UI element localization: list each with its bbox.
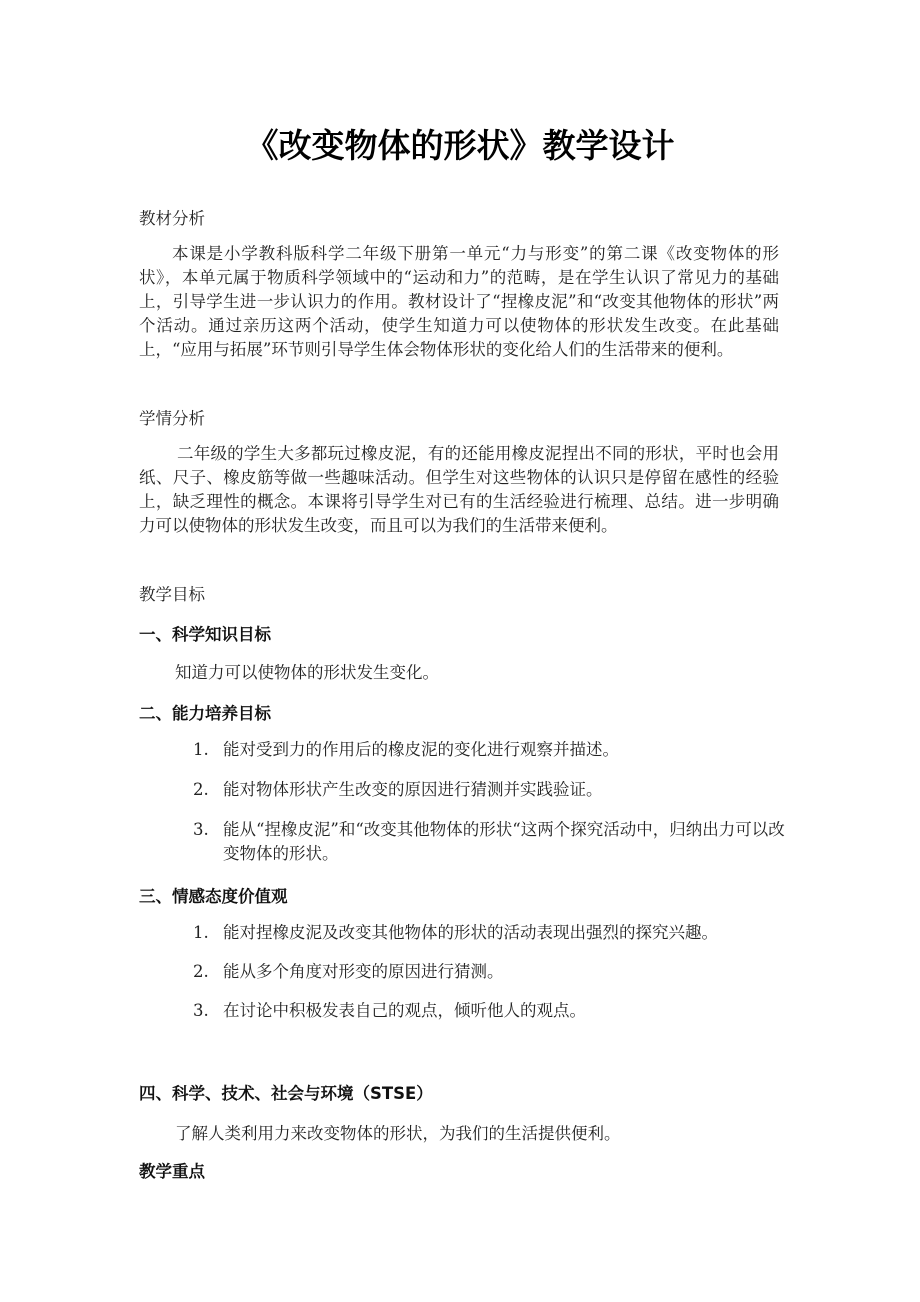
item-text: 能对物体形状产生改变的原因进行猜测并实践验证。 [223, 780, 603, 799]
item-number: 3. [193, 820, 209, 839]
section-heading-teaching-goals: 教学目标 [139, 585, 205, 604]
item-text: 能对捏橡皮泥及改变其他物体的形状的活动表现出强烈的探究兴趣。 [223, 923, 718, 942]
item-number: 1. [193, 740, 209, 759]
item-number: 2. [193, 780, 209, 799]
item-number: 2. [193, 962, 209, 981]
goal-knowledge-text: 知道力可以使物体的形状发生变化。 [175, 663, 439, 682]
ability-goal-item [193, 818, 793, 866]
goal-heading-attitude: 三、情感态度价值观 [139, 887, 288, 906]
student-analysis-paragraph: 二年级的学生大多都玩过橡皮泥，有的还能用橡皮泥捏出不同的形状，平时也会用纸、尺子、橡皮筋等做一些趣味活动。但学生对这些物体的认识只是停留在感性的经验上，缺乏理性的概念。本课将引导学生对已有的生活经验进行梳理、总结。进一步明确力可以使物体的形状发生改变，而且可以为我们的生活带来便利。 [139, 444, 779, 535]
goal-stse-text: 了解人类利用力来改变物体的形状，为我们的生活提供便利。 [175, 1124, 621, 1143]
item-number: 3. [193, 1001, 209, 1020]
section-heading-key-points: 教学重点 [139, 1162, 205, 1181]
goal-heading-knowledge: 一、科学知识目标 [139, 625, 271, 644]
document-title: 《改变物体的形状》教学设计 [245, 126, 675, 165]
attitude-goal-item [193, 921, 793, 945]
attitude-goal-item [193, 999, 793, 1023]
item-text: 能从“捏橡皮泥”和“改变其他物体的形状“这两个探究活动中，归纳出力可以改变物体的形状。 [223, 820, 785, 863]
item-number: 1. [193, 923, 209, 942]
goal-heading-ability: 二、能力培养目标 [139, 704, 271, 723]
ability-goal-item [193, 778, 793, 802]
goal-heading-stse: 四、科学、技术、社会与环境（STSE） [139, 1084, 433, 1103]
item-text: 在讨论中积极发表自己的观点，倾听他人的观点。 [223, 1001, 586, 1020]
item-text: 能对受到力的作用后的橡皮泥的变化进行观察并描述。 [223, 740, 619, 759]
section-heading-student-analysis: 学情分析 [139, 409, 205, 428]
item-text: 能从多个角度对形变的原因进行猜测。 [223, 962, 504, 981]
ability-goal-item [193, 738, 793, 762]
attitude-goal-item [193, 960, 793, 984]
material-analysis-paragraph: 本课是小学教科版科学二年级下册第一单元“力与形变”的第二课《改变物体的形状》，本单元属于物质科学领域中的“运动和力”的范畴，是在学生认识了常见力的基础上，引导学生进一步认识力的作用。教材设计了“捏橡皮泥”和“改变其他物体的形状”两个活动。通过亲历这两个活动，使学生知道力可以使物体的形状发生改变。在此基础上，“应用与拓展”环节则引导学生体会物体形状的变化给人们的生活带来的便利。 [139, 244, 779, 359]
section-heading-material-analysis: 教材分析 [139, 209, 205, 228]
